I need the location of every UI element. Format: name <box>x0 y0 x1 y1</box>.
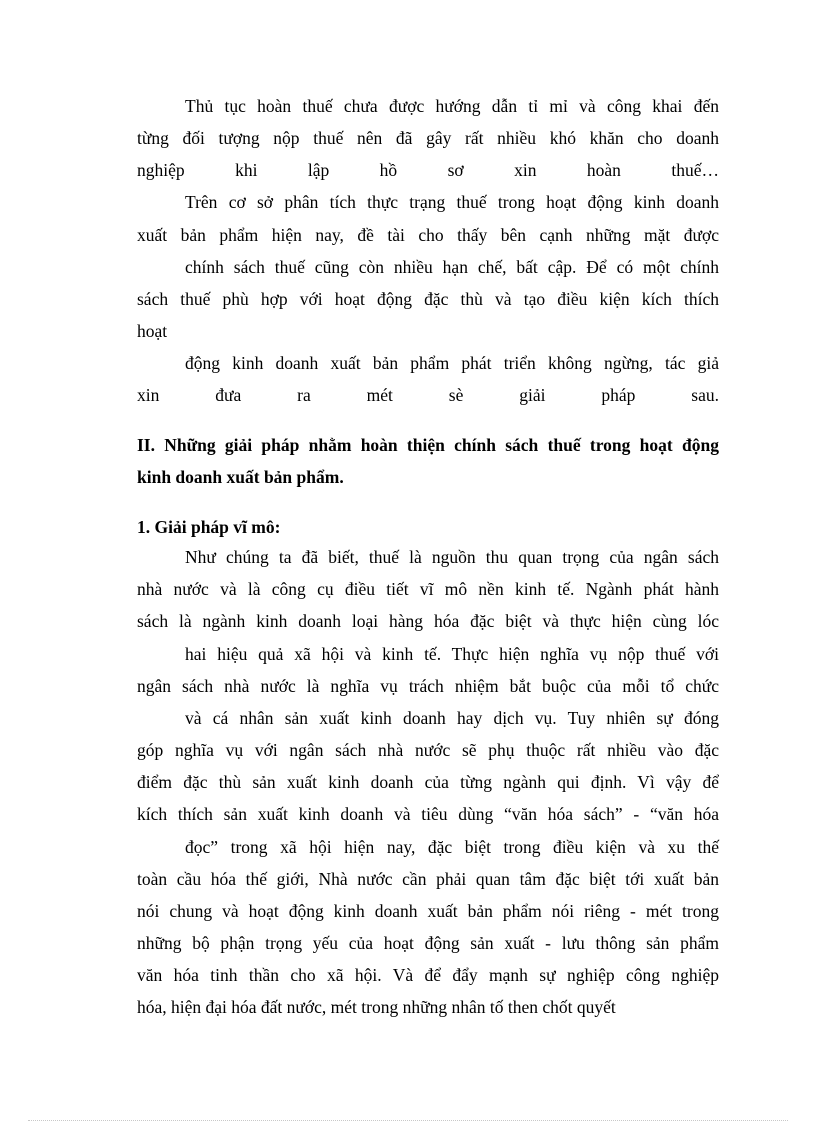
paragraph-1-line-1: Thủ tục hoàn thuế chưa được hướng dẫn tỉ mỉ và công khai đến <box>185 96 719 116</box>
paragraph-3-line-8: điểm đặc thù sản xuất kinh doanh của từng ngành qui định. Vì vậy để <box>137 772 719 792</box>
paragraph-3-line-6: và cá nhân sản xuất kinh doanh hay dịch vụ. Tuy nhiên sự đóng <box>185 708 719 728</box>
paragraph-2-line-2: xuất bản phẩm hiện nay, đề tài cho thấy bên cạnh những mặt được <box>137 225 719 245</box>
paragraph-3-line-9: kích thích sản xuất kinh doanh và tiêu dùng “văn hóa sách” - “văn hóa <box>137 804 719 824</box>
paragraph-2-line-1: Trên cơ sở phân tích thực trạng thuế trong hoạt động kinh doanh <box>185 192 719 212</box>
paragraph-1-line-2: từng đối tượng nộp thuế nên đã gây rất nhiều khó khăn cho doanh <box>137 128 719 148</box>
paragraph-3-line-2: nhà nước và là công cụ điều tiết vĩ mô nền kinh tế. Ngành phát hành <box>137 579 719 599</box>
paragraph-1-line-3: nghiệp khi lập hồ sơ xin hoàn thuế… <box>137 160 719 180</box>
paragraph-3-line-13: những bộ phận trọng yếu của hoạt động sản xuất - lưu thông sản phẩm <box>137 933 719 953</box>
paragraph-3-line-11: toàn cầu hóa thế giới, Nhà nước cần phải quan tâm đặc biệt tới xuất bản <box>137 869 719 889</box>
paragraph-2-line-6: động kinh doanh xuất bản phẩm phát triển không ngừng, tác giả <box>185 353 719 373</box>
paragraph-2-line-5: hoạt <box>137 321 168 341</box>
subsection-heading: 1. Giải pháp vĩ mô: <box>137 517 281 537</box>
paragraph-3-line-4: hai hiệu quả xã hội và kinh tế. Thực hiện nghĩa vụ nộp thuế với <box>185 644 719 664</box>
paragraph-3-line-5: ngân sách nhà nước là nghĩa vụ trách nhiệm bắt buộc của mỗi tổ chức <box>137 676 719 696</box>
paragraph-3-line-15: hóa, hiện đại hóa đất nước, mét trong những nhân tố then chốt quyết <box>137 997 616 1017</box>
section-heading-line-1: II. Những giải pháp nhằm hoàn thiện chính sách thuế trong hoạt động <box>137 435 719 455</box>
paragraph-2-line-7: xin đưa ra mét sè giải pháp sau. <box>137 385 719 405</box>
paragraph-3-line-12: nói chung và hoạt động kinh doanh xuất bản phẩm nói riêng - mét trong <box>137 901 719 921</box>
paragraph-2-line-4: sách thuế phù hợp với hoạt động đặc thù và tạo điều kiện kích thích <box>137 289 719 309</box>
page-bottom-divider <box>28 1120 788 1121</box>
paragraph-3-line-1: Như chúng ta đã biết, thuế là nguồn thu quan trọng của ngân sách <box>185 547 719 567</box>
paragraph-3-line-14: văn hóa tinh thần cho xã hội. Và để đẩy mạnh sự nghiệp công nghiệp <box>137 965 719 985</box>
paragraph-3-line-10: đọc” trong xã hội hiện nay, đặc biệt trong điều kiện và xu thế <box>185 837 719 857</box>
paragraph-2-line-3: chính sách thuế cũng còn nhiều hạn chế, bất cập. Để có một chính <box>185 257 719 277</box>
paragraph-3-line-7: góp nghĩa vụ với ngân sách nhà nước sẽ phụ thuộc rất nhiều vào đặc <box>137 740 719 760</box>
section-heading-line-2: kinh doanh xuất bản phẩm. <box>137 467 344 487</box>
paragraph-3-line-3: sách là ngành kinh doanh loại hàng hóa đặc biệt và thực hiện cùng lóc <box>137 611 719 631</box>
